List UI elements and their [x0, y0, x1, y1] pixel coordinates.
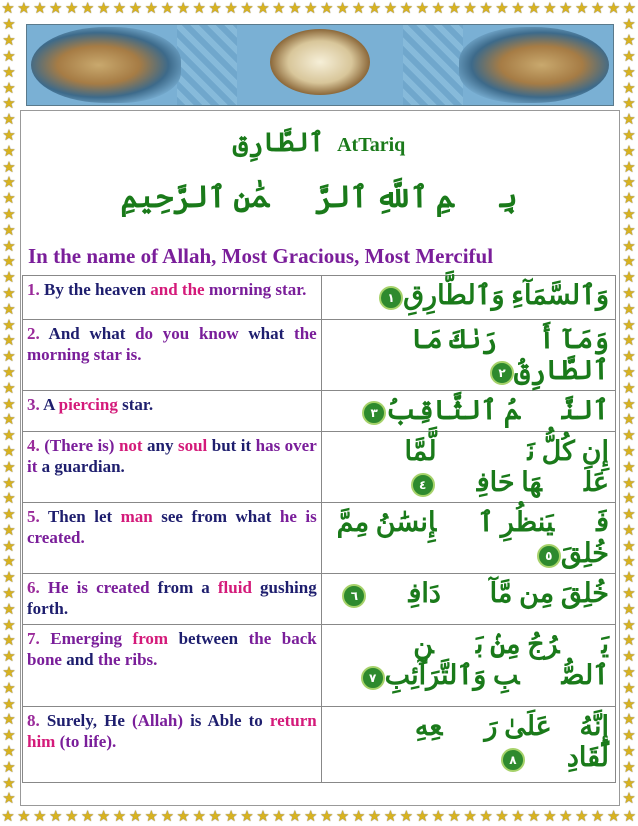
star-icon: ★: [112, 0, 127, 17]
star-icon: ★: [2, 127, 16, 144]
star-icon: ★: [80, 0, 95, 17]
star-icon: ★: [622, 459, 636, 476]
star-icon: ★: [128, 808, 143, 825]
translation-segment: the morning star is.: [27, 324, 317, 364]
verse-end-marker-icon: ٧: [361, 666, 385, 690]
quran-book-icon: [270, 29, 370, 95]
star-icon: ★: [144, 0, 159, 17]
star-icon: ★: [383, 0, 398, 17]
translation-segment: By the heaven: [44, 280, 146, 299]
star-icon: ★: [176, 808, 190, 825]
verse-end-marker-icon: ٣: [362, 401, 386, 425]
verse-arabic: [321, 391, 615, 432]
ornament-left-icon: [31, 27, 181, 103]
star-icon: ★: [622, 522, 636, 539]
translation-segment: soul: [177, 436, 208, 455]
star-icon: ★: [224, 808, 238, 825]
star-icon: ★: [2, 412, 16, 429]
star-icon: ★: [431, 808, 445, 825]
star-icon: ★: [622, 48, 636, 65]
top-border: [0, 0, 638, 18]
verse-end-marker-icon: ٢: [490, 361, 514, 385]
translation-segment: man: [120, 507, 153, 526]
verse-number: 5.: [27, 507, 40, 526]
verse-translation: [23, 276, 322, 320]
star-icon: ★: [2, 696, 16, 713]
star-icon: ★: [511, 808, 525, 825]
star-icon: ★: [2, 333, 16, 350]
star-icon: ★: [240, 808, 254, 825]
star-icon: ★: [622, 633, 636, 650]
translation-segment: do you know: [135, 324, 239, 343]
star-icon: ★: [622, 333, 636, 350]
verse-row: [23, 625, 616, 707]
translation-segment: (to life).: [59, 732, 117, 751]
star-icon: ★: [622, 601, 636, 618]
star-icon: ★: [622, 80, 636, 97]
translation-segment: a guardian.: [41, 457, 125, 476]
star-icon: ★: [622, 64, 636, 81]
arabic-text: وَٱلسَّمَآءِ وَٱلطَّارِقِ: [403, 280, 609, 310]
star-icon: ★: [383, 808, 398, 825]
translation-segment: And what: [48, 324, 126, 343]
verse-end-marker-icon: ٤: [411, 473, 435, 497]
star-icon: ★: [511, 0, 525, 17]
star-icon: ★: [622, 491, 636, 508]
star-icon: ★: [622, 443, 636, 460]
header-banner: [26, 24, 614, 106]
star-icon: ★: [622, 206, 636, 223]
star-icon: ★: [622, 317, 636, 334]
star-icon: ★: [399, 0, 414, 17]
verse-row: [23, 276, 616, 320]
verse-row: [23, 574, 616, 625]
translation-segment: Then let: [47, 507, 113, 526]
star-icon: ★: [622, 380, 636, 397]
star-icon: ★: [128, 0, 143, 17]
translation-segment: not: [118, 436, 143, 455]
star-icon: ★: [2, 554, 16, 571]
verse-number: 1.: [27, 280, 40, 299]
star-icon: ★: [2, 254, 16, 271]
verse-translation: [23, 432, 322, 503]
star-icon: ★: [2, 428, 16, 445]
star-icon: ★: [2, 191, 16, 208]
verse-end-marker-icon: ٨: [501, 748, 525, 772]
star-icon: ★: [622, 554, 636, 571]
translation-segment: from a: [157, 578, 210, 597]
translation-segment: the ribs.: [97, 650, 158, 669]
star-icon: ★: [160, 808, 175, 825]
star-icon: ★: [622, 649, 636, 666]
verse-end-marker-icon: ٦: [342, 584, 366, 608]
star-icon: ★: [606, 0, 621, 17]
translation-segment: piercing: [58, 395, 118, 414]
star-icon: ★: [80, 808, 95, 825]
star-icon: ★: [479, 808, 493, 825]
star-icon: ★: [240, 0, 254, 17]
star-icon: ★: [622, 222, 636, 239]
star-icon: ★: [622, 665, 636, 682]
star-icon: ★: [622, 33, 636, 50]
star-icon: ★: [64, 808, 79, 825]
left-border: [0, 18, 18, 808]
bismillah-arabic: بِسۡمِ ٱللَّهِ ٱلرَّحۡمَٰنِ ٱلرَّحِيمِ: [120, 181, 518, 214]
star-icon: ★: [351, 808, 366, 825]
star-icon: ★: [590, 808, 605, 825]
star-icon: ★: [590, 0, 605, 17]
arabic-text: يَخۡرُجُ مِنۢ بَيۡنِ ٱلصُّلۡبِ وَٱلتَّرَآئِبِ: [384, 629, 609, 690]
star-icon: ★: [622, 570, 636, 587]
star-icon: ★: [622, 0, 637, 17]
star-icon: ★: [2, 364, 16, 381]
verses-table: [22, 275, 616, 783]
star-icon: ★: [2, 380, 16, 397]
translation-segment: fluid: [217, 578, 252, 597]
star-icon: ★: [1, 808, 15, 825]
verse-arabic: [321, 320, 615, 391]
verse-translation: [23, 391, 322, 432]
translation-segment: what: [248, 324, 285, 343]
star-icon: ★: [2, 80, 16, 97]
star-icon: ★: [622, 285, 636, 302]
star-icon: ★: [2, 570, 16, 587]
verse-arabic: [321, 276, 615, 320]
star-icon: ★: [335, 808, 350, 825]
star-icon: ★: [2, 791, 16, 808]
star-icon: ★: [431, 0, 445, 17]
star-icon: ★: [399, 808, 414, 825]
star-icon: ★: [2, 349, 16, 366]
star-icon: ★: [2, 728, 16, 745]
verse-end-marker-icon: ١: [379, 286, 403, 310]
star-icon: ★: [2, 159, 16, 176]
translation-segment: has over it: [27, 436, 317, 476]
star-icon: ★: [622, 301, 636, 318]
star-icon: ★: [2, 301, 16, 318]
star-icon: ★: [256, 808, 270, 825]
star-icon: ★: [2, 443, 16, 460]
star-icon: ★: [447, 0, 461, 17]
verse-number: 6.: [27, 578, 40, 597]
star-icon: ★: [319, 808, 334, 825]
verse-row: [23, 503, 616, 574]
star-icon: ★: [335, 0, 350, 17]
star-icon: ★: [574, 808, 589, 825]
bottom-border: [0, 808, 638, 826]
star-icon: ★: [160, 0, 175, 17]
translation-segment: the back bone: [27, 629, 317, 669]
star-icon: ★: [2, 744, 16, 761]
star-icon: ★: [622, 680, 636, 697]
star-icon: ★: [272, 808, 286, 825]
star-icon: ★: [559, 0, 573, 17]
star-icon: ★: [2, 317, 16, 334]
star-icon: ★: [2, 522, 16, 539]
star-icon: ★: [543, 0, 557, 17]
star-icon: ★: [622, 254, 636, 271]
star-icon: ★: [2, 491, 16, 508]
star-icon: ★: [622, 712, 636, 729]
star-icon: ★: [622, 791, 636, 808]
star-icon: ★: [208, 0, 222, 17]
star-icon: ★: [2, 475, 16, 492]
star-icon: ★: [622, 617, 636, 634]
verse-row: [23, 707, 616, 783]
star-icon: ★: [96, 0, 111, 17]
verse-translation: [23, 707, 322, 783]
star-icon: ★: [622, 808, 637, 825]
translation-segment: Surely, He: [46, 711, 125, 730]
verse-number: 4.: [27, 436, 40, 455]
star-icon: ★: [288, 0, 302, 17]
translation-segment: between: [178, 629, 239, 648]
star-icon: ★: [351, 0, 366, 17]
star-icon: ★: [622, 507, 636, 524]
arabic-text: فَلۡيَنظُرِ ٱلۡإِنسَٰنُ مِمَّ خُلِقَ: [336, 507, 609, 568]
verse-arabic: [321, 432, 615, 503]
star-icon: ★: [415, 808, 430, 825]
star-icon: ★: [622, 728, 636, 745]
star-icon: ★: [622, 428, 636, 445]
star-icon: ★: [559, 808, 573, 825]
verse-number: 2.: [27, 324, 40, 343]
star-icon: ★: [288, 808, 302, 825]
arabic-text: ٱلنَّجۡمُ ٱلثَّاقِبُ: [386, 395, 609, 425]
star-icon: ★: [622, 175, 636, 192]
star-icon: ★: [606, 808, 621, 825]
verse-translation: [23, 503, 322, 574]
verse-row: [23, 320, 616, 391]
star-icon: ★: [2, 143, 16, 160]
star-icon: ★: [479, 0, 493, 17]
star-icon: ★: [144, 808, 159, 825]
star-icon: ★: [622, 586, 636, 603]
verse-translation: [23, 574, 322, 625]
star-icon: ★: [2, 601, 16, 618]
translation-segment: he is created.: [27, 507, 317, 547]
star-icon: ★: [64, 0, 79, 17]
star-icon: ★: [33, 808, 47, 825]
star-icon: ★: [543, 808, 557, 825]
star-icon: ★: [2, 649, 16, 666]
star-icon: ★: [192, 808, 206, 825]
star-icon: ★: [415, 0, 430, 17]
translation-segment: but it: [211, 436, 252, 455]
translation-segment: morning star.: [208, 280, 307, 299]
page-title: [20, 128, 618, 158]
star-icon: ★: [622, 349, 636, 366]
star-icon: ★: [2, 507, 16, 524]
star-icon: ★: [17, 808, 31, 825]
star-icon: ★: [622, 127, 636, 144]
verse-arabic: [321, 707, 615, 783]
star-icon: ★: [367, 0, 382, 17]
star-icon: ★: [2, 759, 16, 776]
star-icon: ★: [2, 48, 16, 65]
star-icon: ★: [33, 0, 47, 17]
star-icon: ★: [622, 412, 636, 429]
bismillah-english: In the name of Allah, Most Gracious, Most Merciful: [28, 244, 494, 268]
star-icon: ★: [622, 775, 636, 792]
star-icon: ★: [622, 364, 636, 381]
star-icon: ★: [447, 808, 461, 825]
star-icon: ★: [2, 206, 16, 223]
star-icon: ★: [17, 0, 31, 17]
star-icon: ★: [1, 0, 15, 17]
star-icon: ★: [622, 759, 636, 776]
star-icon: ★: [2, 775, 16, 792]
star-icon: ★: [2, 665, 16, 682]
translation-segment: Emerging: [50, 629, 123, 648]
star-icon: ★: [2, 18, 16, 34]
star-icon: ★: [622, 18, 636, 34]
star-icon: ★: [622, 191, 636, 208]
star-icon: ★: [2, 459, 16, 476]
verse-end-marker-icon: ٥: [537, 544, 561, 568]
star-icon: ★: [622, 96, 636, 113]
verse-arabic: [321, 625, 615, 707]
verse-number: 7.: [27, 629, 40, 648]
star-icon: ★: [527, 0, 541, 17]
star-icon: ★: [574, 0, 589, 17]
star-icon: ★: [495, 0, 509, 17]
title-arabic: ٱلطَّارِق: [232, 128, 325, 157]
translation-segment: from: [132, 629, 169, 648]
translation-segment: and the: [150, 280, 205, 299]
star-icon: ★: [2, 33, 16, 50]
star-icon: ★: [463, 808, 477, 825]
star-icon: ★: [622, 112, 636, 129]
star-icon: ★: [622, 159, 636, 176]
star-icon: ★: [622, 538, 636, 555]
star-icon: ★: [527, 808, 541, 825]
translation-segment: return him: [27, 711, 317, 751]
star-icon: ★: [2, 617, 16, 634]
star-icon: ★: [49, 0, 63, 17]
star-icon: ★: [2, 285, 16, 302]
star-icon: ★: [463, 0, 477, 17]
right-border: [620, 18, 638, 808]
translation-segment: He is created: [47, 578, 150, 597]
star-icon: ★: [112, 808, 127, 825]
star-icon: ★: [2, 222, 16, 239]
arabic-text: خُلِقَ مِن مَّآءٖ دَافِقٖ: [366, 578, 609, 608]
star-icon: ★: [622, 143, 636, 160]
star-icon: ★: [304, 0, 318, 17]
star-icon: ★: [2, 175, 16, 192]
star-icon: ★: [495, 808, 509, 825]
title-english: AtTariq: [337, 134, 406, 156]
star-icon: ★: [622, 696, 636, 713]
verse-number: 8.: [27, 711, 40, 730]
star-icon: ★: [622, 238, 636, 255]
verse-number: 3.: [27, 395, 40, 414]
star-icon: ★: [2, 238, 16, 255]
translation-segment: A: [43, 395, 55, 414]
star-icon: ★: [2, 96, 16, 113]
star-icon: ★: [256, 0, 270, 17]
verse-arabic: [321, 503, 615, 574]
translation-segment: any: [147, 436, 174, 455]
translation-segment: (Allah): [131, 711, 183, 730]
ornament-right-icon: [459, 27, 609, 103]
verse-translation: [23, 625, 322, 707]
star-icon: ★: [2, 538, 16, 555]
translation-segment: (There is): [44, 436, 115, 455]
star-icon: ★: [2, 712, 16, 729]
verse-row: [23, 391, 616, 432]
star-icon: ★: [2, 586, 16, 603]
translation-segment: gushing forth.: [27, 578, 317, 618]
star-icon: ★: [622, 475, 636, 492]
star-icon: ★: [319, 0, 334, 17]
translation-segment: star.: [122, 395, 154, 414]
star-icon: ★: [367, 808, 382, 825]
star-icon: ★: [2, 270, 16, 287]
verse-row: [23, 432, 616, 503]
arabic-text: إِنَّهُۥ عَلَىٰ رَجۡعِهِۦ لَقَادِرٞ: [393, 711, 609, 772]
star-icon: ★: [192, 0, 206, 17]
star-icon: ★: [622, 270, 636, 287]
star-icon: ★: [49, 808, 63, 825]
verse-arabic: [321, 574, 615, 625]
star-icon: ★: [2, 112, 16, 129]
verse-translation: [23, 320, 322, 391]
arabic-text: وَمَآ أَدۡرَىٰكَ مَا ٱلطَّارِقُ: [411, 324, 609, 385]
star-icon: ★: [96, 808, 111, 825]
star-icon: ★: [2, 64, 16, 81]
star-icon: ★: [176, 0, 190, 17]
star-icon: ★: [224, 0, 238, 17]
star-icon: ★: [2, 680, 16, 697]
translation-segment: is Able to: [190, 711, 263, 730]
star-icon: ★: [304, 808, 318, 825]
star-icon: ★: [272, 0, 286, 17]
star-icon: ★: [208, 808, 222, 825]
star-icon: ★: [622, 744, 636, 761]
translation-segment: and: [66, 650, 94, 669]
star-icon: ★: [622, 396, 636, 413]
star-icon: ★: [2, 396, 16, 413]
star-icon: ★: [2, 633, 16, 650]
arabic-text: إِن كُلُّ نَفۡسٖ لَّمَّا عَلَيۡهَا حَافِظٞ: [404, 436, 609, 497]
translation-segment: see from what: [161, 507, 272, 526]
